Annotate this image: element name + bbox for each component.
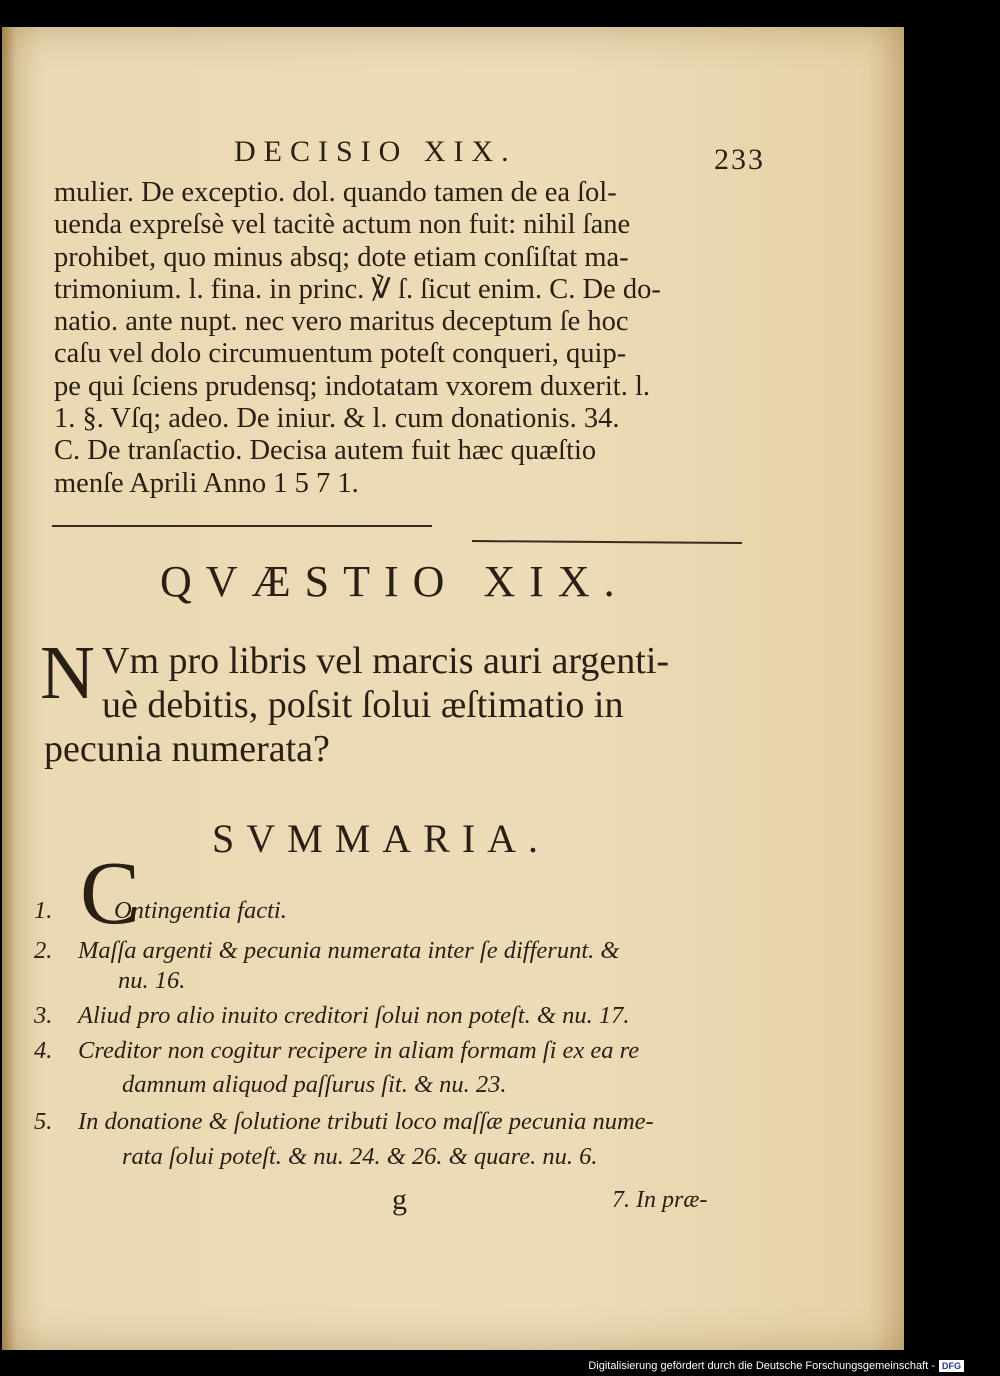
text-line: mulier. De exceptio. dol. quando tamen de ea ſol- xyxy=(54,177,617,208)
summaria-initial: C xyxy=(80,844,141,943)
signature-mark: g xyxy=(392,1183,407,1216)
item-text: Ontingentia facti. xyxy=(114,897,287,924)
item-text: Creditor non cogitur recipere in aliam formam ſi ex ea re xyxy=(78,1037,640,1064)
summary-item-4 xyxy=(34,1037,639,1065)
item-number: 2. xyxy=(34,937,53,964)
summary-item-5-cont: rata ſolui poteſt. & nu. 24. & 26. & quare. nu. 6. xyxy=(122,1143,598,1170)
question-line: Vm pro libris vel marcis auri argenti- xyxy=(102,640,670,682)
text-line: trimonium. l. fina. in princ. ℣ ſ. ſicut enim. C. De do- xyxy=(54,273,661,305)
text-line: uenda expreſsè vel tacitè actum non fuit: nihil ſane xyxy=(54,209,631,241)
summary-item-1 xyxy=(34,897,287,925)
text-line: menſe Aprili Anno 1 5 7 1. xyxy=(54,467,359,499)
item-text: In donatione & ſolutione tributi loco maſſæ pecunia nume- xyxy=(78,1108,654,1135)
item-text: Maſſa argenti & pecunia numerata inter ſe differunt. & xyxy=(78,937,620,964)
divider-rule-left xyxy=(52,525,432,527)
summary-item-2-cont: nu. 16. xyxy=(118,967,186,994)
divider-rule-right xyxy=(472,540,742,544)
summary-item-3 xyxy=(34,1002,629,1030)
dfg-logo: DFG xyxy=(939,1360,964,1372)
digitization-credit xyxy=(588,1360,964,1372)
running-title: DECISIO XIX. xyxy=(234,135,517,168)
summary-item-4-cont: damnum aliquod paſſurus ſit. & nu. 23. xyxy=(122,1071,507,1098)
summary-item-5 xyxy=(34,1108,654,1136)
item-text: Aliud pro alio inuito creditori ſolui non poteſt. & nu. 17. xyxy=(78,1002,630,1029)
question-title: QVÆSTIO XIX. xyxy=(160,557,629,606)
text-line: prohibet, quo minus absq; dote etiam conſiſtat ma- xyxy=(54,241,629,273)
text-line: pe qui ſciens prudensq; indotatam vxorem duxerit. l. xyxy=(54,370,650,402)
question-line: pecunia numerata? xyxy=(44,728,330,770)
credit-text: Digitalisierung gefördert durch die Deutsche Forschungsgemeinschaft - xyxy=(588,1360,935,1372)
item-number: 5. xyxy=(34,1108,53,1135)
book-page xyxy=(2,27,904,1350)
decision-text xyxy=(54,177,766,500)
text-line: 1. §. Vſq; adeo. De iniur. & l. cum donationis. 34. xyxy=(54,403,620,435)
item-number: 1. xyxy=(34,897,53,924)
question-initial: N xyxy=(40,631,95,715)
text-line: natio. ante nupt. nec vero maritus deceptum ſe hoc xyxy=(54,306,629,338)
summary-item-2 xyxy=(34,937,619,965)
item-number: 4. xyxy=(34,1037,53,1064)
page-number: 233 xyxy=(714,143,765,176)
text-line: caſu vel dolo circumuentum poteſt conqueri, quip- xyxy=(54,338,627,370)
catchword: 7. In præ- xyxy=(612,1187,708,1213)
question-text xyxy=(44,639,764,771)
question-line: uè debitis, poſsit ſolui æſtimatio in xyxy=(102,684,624,726)
item-number: 3. xyxy=(34,1002,53,1029)
summaria-title: SVMMARIA. xyxy=(212,816,551,861)
text-line: C. De tranſactio. Decisa autem fuit hæc quæſtio xyxy=(54,435,597,467)
